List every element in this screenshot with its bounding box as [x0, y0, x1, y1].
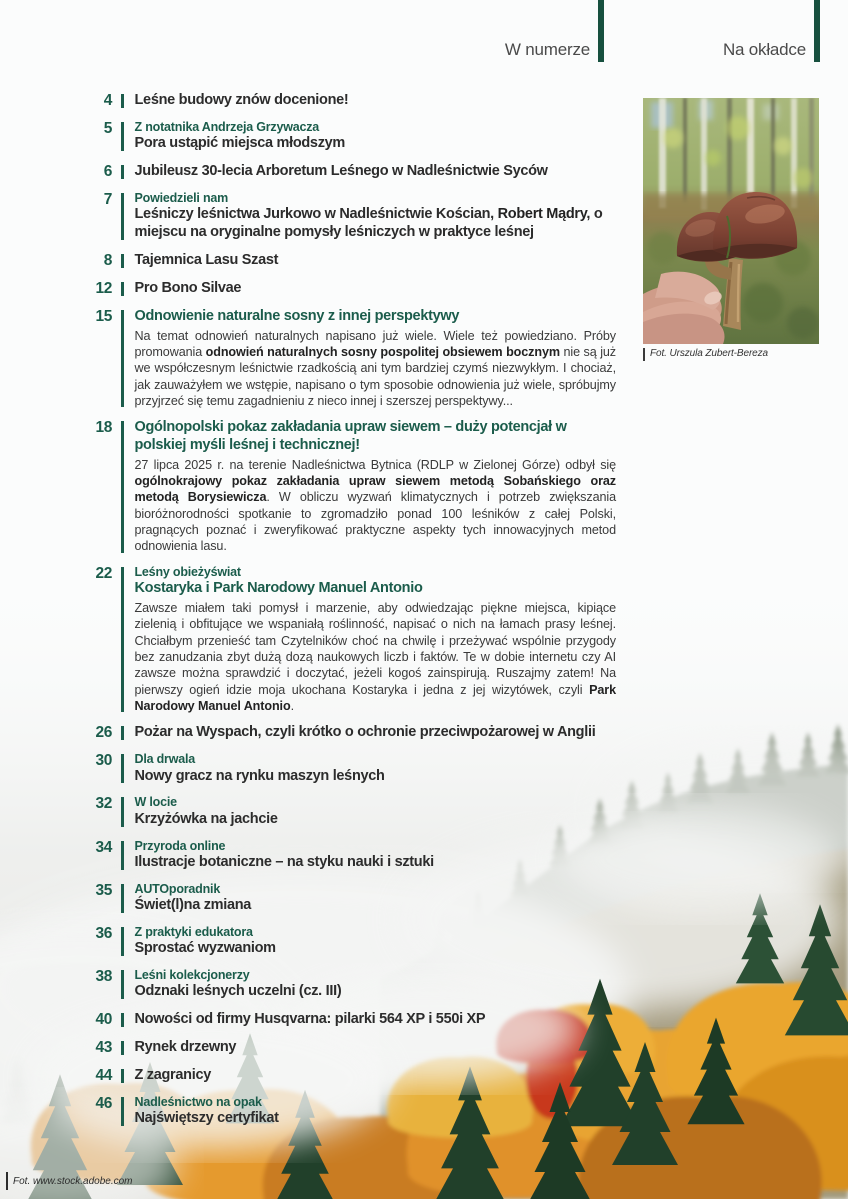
toc-kicker: Powiedzieli nam [134, 191, 229, 206]
toc-kicker: AUTOporadnik [134, 881, 221, 896]
toc-title: Krzyżówka na jachcie [134, 810, 278, 827]
toc-entry-content [135, 1038, 617, 1057]
credit-text: Fot. www.stock.adobe.com [13, 1175, 133, 1187]
toc-separator-bar [121, 797, 124, 826]
toc-separator-bar [121, 970, 124, 999]
toc-kicker: Nadleśnictwo na opak [134, 1094, 262, 1109]
toc-summary: 27 lipca 2025 r. na terenie Nadleśnictwa Bytnica (RDLP w Zielonej Górze) odbył się ogólnokrajowy pokaz zakładania upraw siewem metodą Sobańskiego oraz metodą Borysiewicza. W obliczu wyzwań klimatycznych i potrzeb zwiększania bioróżnorodności spotkanie to zgromadziło ponad 100 leśników z całej Polski, pragnących poznać i zweryfikować praktyczne aspekty tych innowacyjnych metod odnowienia lasu. [134, 457, 616, 554]
toc-entry-content [135, 1094, 617, 1128]
toc-entry [84, 307, 616, 409]
toc-entry [84, 1066, 616, 1085]
toc-kicker: Dla drwala [134, 752, 196, 767]
toc-title: Nowości od firmy Husqvarna: pilarki 564 XP i 550i XP [134, 1010, 486, 1027]
header-bar-right [814, 0, 820, 62]
cover-caption-text: Fot. Urszula Zubert-Bereza [650, 348, 768, 359]
toc-entry-content [135, 119, 617, 153]
section-label-on-cover: Na okładce [722, 40, 806, 59]
toc-page-number: 5 [103, 120, 112, 137]
toc-page-number: 38 [95, 967, 112, 985]
toc-separator-bar [121, 841, 124, 870]
toc-separator-bar [121, 1069, 124, 1083]
toc-separator-bar [121, 1041, 124, 1055]
toc-entry-content [135, 751, 617, 785]
toc-separator-bar [121, 193, 124, 240]
toc-summary: Zawsze miałem taki pomysł i marzenie, aby odwiedzając piękne miejsca, kipiące zielenią i obfitujące we wspaniałą roślinność, napisać o nich na łamach prasy leśnej. Chciałbym przenieść tam Czytelników choć na chwilę i przeżywać wspólnie przygody bez zanudzania zbyt dużą dozą naukowych liczb i faktów. Te w dobie internetu czy AI zawsze można sprawdzić i doczytać, jeżeli kogoś zainspirują. Ruszajmy zatem! Na pierwszy ogień idzie moja ukochana Kostaryka i jedna z jej wizytówek, czyli Park Narodowy Manuel Antonio. [134, 600, 616, 714]
toc-page-number: 15 [95, 307, 112, 325]
credit-bar [6, 1172, 8, 1190]
toc-page-number: 32 [95, 795, 112, 813]
toc-entry [84, 564, 616, 715]
toc-entry [84, 1038, 616, 1057]
toc-page-number: 22 [95, 564, 112, 582]
toc-page-number: 7 [103, 191, 112, 209]
toc-separator-bar [121, 282, 124, 296]
toc-separator-bar [121, 567, 124, 713]
toc-kicker: Leśni kolekcjonerzy [134, 967, 250, 982]
toc-kicker: W locie [134, 795, 177, 810]
toc-separator-bar [121, 726, 124, 740]
toc-entry [84, 751, 616, 785]
toc-kicker: Przyroda online [134, 838, 226, 853]
toc-kicker: Leśny obieżyświat [134, 564, 241, 579]
toc-entry [84, 1010, 616, 1029]
toc-title: Rynek drzewny [134, 1038, 237, 1055]
toc-title: Sprostać wyzwaniom [134, 940, 276, 957]
toc-entry-content [135, 881, 617, 915]
toc-title: Pro Bono Silvae [134, 279, 242, 296]
toc-entry-content [135, 307, 617, 409]
toc-page-number: 40 [95, 1010, 112, 1028]
toc-entry [84, 251, 616, 270]
toc-entry-content [135, 838, 617, 872]
toc-page-number: 30 [95, 752, 112, 770]
toc-title: Odznaki leśnych uczelni (cz. III) [134, 983, 342, 1000]
toc-entry-content [135, 251, 617, 270]
toc-page-number: 44 [95, 1066, 112, 1084]
toc-title: Kostaryka i Park Narodowy Manuel Antonio [134, 580, 423, 597]
toc-kicker: Z notatnika Andrzeja Grzywacza [134, 120, 320, 134]
toc-entry-content [135, 924, 617, 958]
toc-page-number: 43 [95, 1038, 112, 1056]
toc-entry-content [135, 91, 617, 110]
caption-bar [643, 348, 645, 361]
toc-entry-content [135, 190, 617, 242]
toc-entry [84, 881, 616, 915]
toc-page-number: 46 [95, 1094, 112, 1112]
toc-title: Najświętszy certyfikat [134, 1110, 279, 1127]
background-photo-credit [6, 1172, 133, 1190]
toc-title: Nowy gracz na rynku maszyn leśnych [134, 767, 385, 784]
toc-entry [84, 190, 616, 242]
toc-page-number: 26 [95, 724, 112, 742]
toc-entry [84, 418, 616, 555]
toc-title: Ogólnopolski pokaz zakładania upraw siewem – duży potencjał w polskiej myśli leśnej i technicznej! [134, 419, 567, 453]
toc-title: Ilustracje botaniczne – na styku nauki i sztuki [134, 853, 434, 870]
toc-page-number: 6 [103, 163, 112, 181]
toc-separator-bar [121, 754, 124, 783]
toc-page-number: 8 [103, 251, 112, 269]
header-bar-left [598, 0, 604, 62]
toc-entry-content [135, 723, 617, 742]
toc-entry [84, 91, 616, 110]
toc-page-number: 36 [95, 924, 112, 942]
section-label-in-issue: W numerze [504, 40, 590, 59]
toc-separator-bar [121, 310, 124, 407]
toc-entry [84, 924, 616, 958]
toc-entry-content [135, 967, 617, 1001]
toc-title: Z zagranicy [134, 1066, 211, 1083]
toc-entry-content [135, 279, 617, 298]
toc-entry [84, 1094, 616, 1128]
toc-separator-bar [121, 1013, 124, 1027]
cover-photo-block [643, 98, 819, 361]
toc-title: Odnowienie naturalne sosny z innej perspektywy [134, 307, 460, 324]
toc-separator-bar [121, 927, 124, 956]
toc-entry [84, 119, 616, 153]
toc-page-number: 35 [95, 881, 112, 899]
toc-separator-bar [121, 254, 124, 268]
toc-entry [84, 794, 616, 828]
cover-caption [643, 348, 819, 361]
table-of-contents [84, 91, 616, 1137]
toc-entry [84, 838, 616, 872]
toc-entry-content [135, 418, 617, 555]
toc-kicker: Z praktyki edukatora [134, 924, 253, 939]
toc-title: Leśne budowy znów docenione! [134, 92, 349, 108]
toc-entry [84, 162, 616, 181]
toc-entry [84, 967, 616, 1001]
toc-entry-content [135, 564, 617, 715]
toc-separator-bar [121, 421, 124, 553]
toc-separator-bar [121, 165, 124, 179]
toc-title: Leśniczy leśnictwa Jurkowo w Nadleśnictwie Kościan, Robert Mądry, o miejscu na oryginalne pomysły leśniczych w praktyce leśnej [134, 206, 603, 241]
toc-entry-content [135, 794, 617, 828]
toc-separator-bar [121, 122, 124, 151]
toc-page-number: 4 [103, 92, 112, 109]
toc-title: Pożar na Wyspach, czyli krótko o ochronie przeciwpożarowej w Anglii [134, 724, 596, 741]
toc-title: Świet(l)na zmiana [134, 896, 252, 913]
toc-entry-content [135, 162, 617, 181]
toc-entry-content [135, 1010, 617, 1029]
toc-summary: Na temat odnowień naturalnych napisano już wiele. Wiele też powiedziano. Próby promowania odnowień naturalnych sosny pospolitej obsiewem bocznym nie są już we współczesnym leśnictwie rzadkością ani tym bardziej czymś niezwykłym. I chociaż, jak zauważyłem we wstępie, napisano o tym sposobie odnowienia już wiele, spróbujmy przyjrzeć się temu zagadnieniu z nieco innej i szerszej perspektywy... [134, 328, 617, 408]
toc-entry [84, 279, 616, 298]
toc-separator-bar [121, 94, 124, 108]
toc-separator-bar [121, 1097, 124, 1126]
toc-title: Tajemnica Lasu Szast [134, 251, 279, 268]
toc-page-number: 18 [95, 419, 112, 437]
toc-entry-content [135, 1066, 617, 1085]
toc-title: Jubileusz 30-lecia Arboretum Leśnego w Nadleśnictwie Syców [134, 163, 548, 180]
toc-title: Pora ustąpić miejsca młodszym [134, 135, 345, 152]
cover-mushroom-photo [643, 98, 819, 344]
toc-page-number: 12 [95, 279, 112, 297]
toc-separator-bar [121, 884, 124, 913]
toc-page-number: 34 [95, 838, 112, 856]
toc-entry [84, 723, 616, 742]
